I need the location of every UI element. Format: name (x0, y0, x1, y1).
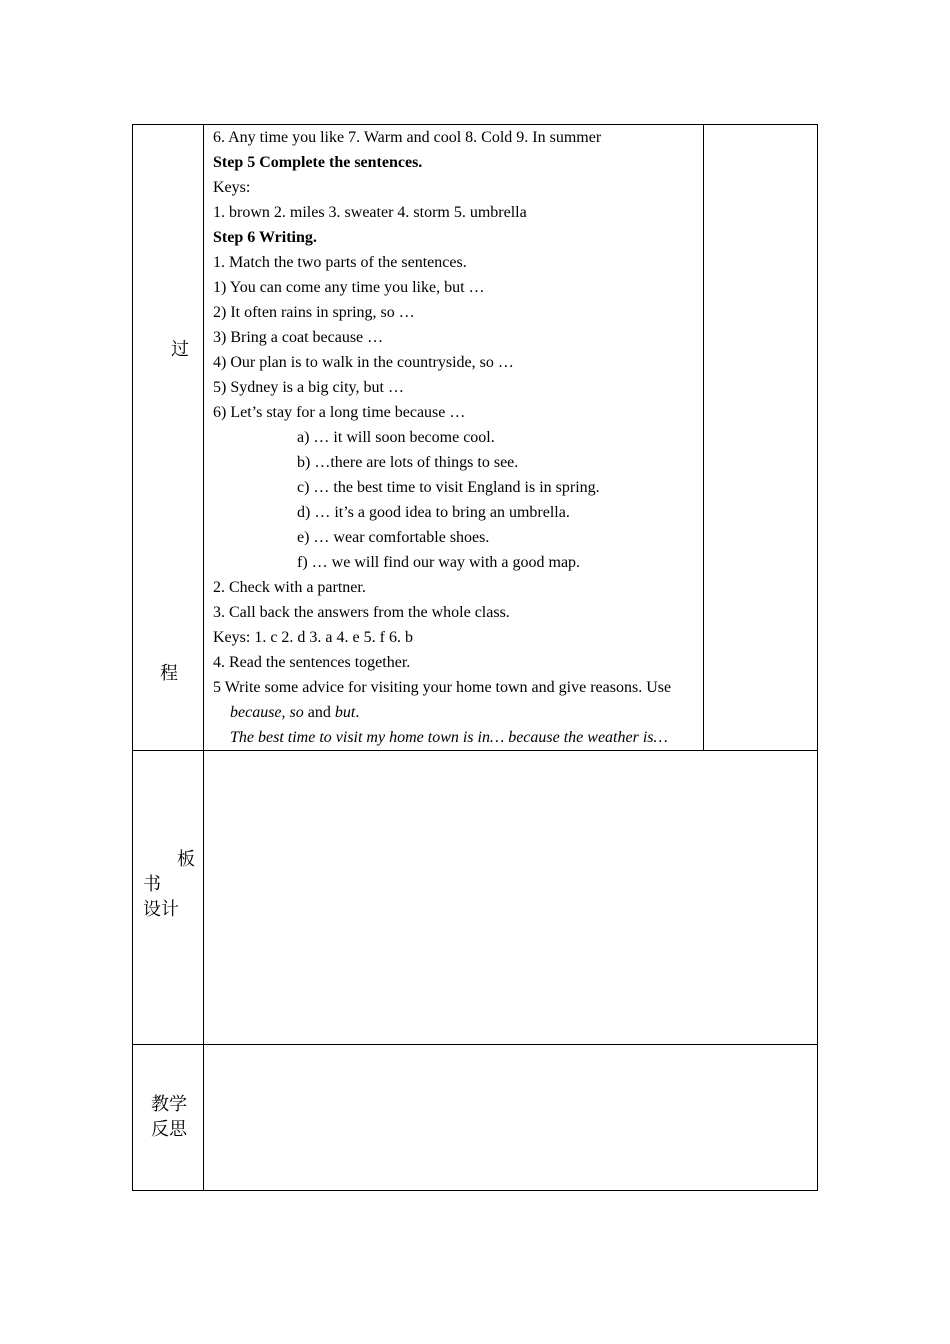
task-1: 1. Match the two parts of the sentences. (213, 254, 467, 271)
sentence-item: 1) You can come any time you like, but … (213, 279, 485, 296)
task-4: 4. Read the sentences together. (213, 654, 411, 671)
process-content-cell (204, 125, 704, 751)
step6-keys: Keys: 1. c 2. d 3. a 4. e 5. f 6. b (213, 629, 413, 646)
sentence-item: 3) Bring a coat because … (213, 329, 384, 346)
board-label-char-1: 板 (177, 849, 195, 870)
process-content (204, 125, 703, 750)
sentence-item: 6) Let’s stay for a long time because … (213, 404, 466, 421)
board-design-content-cell (204, 751, 818, 1045)
sentence-item: 5) Sydney is a big city, but … (213, 379, 404, 396)
step5-title: Step 5 Complete the sentences. (213, 154, 423, 171)
process-label-char-2: 程 (160, 663, 178, 684)
word-period: . (355, 704, 360, 721)
board-label-char-3: 设计 (143, 899, 179, 920)
option-item: f) … we will find our way with a good map. (297, 554, 581, 571)
task-5: 5 Write some advice for visiting your home town and give reasons. Use (213, 679, 672, 696)
word-so: so (289, 704, 304, 721)
reflection-row (133, 1045, 818, 1191)
previous-answers: 6. Any time you like 7. Warm and cool 8. Cold 9. In summer (213, 129, 602, 146)
option-item: a) … it will soon become cool. (297, 429, 495, 446)
sentence-item: 4) Our plan is to walk in the countryside, so … (213, 354, 514, 371)
option-item: e) … wear comfortable shoes. (297, 529, 490, 546)
process-label-cell (133, 125, 204, 751)
reflection-content-cell (204, 1045, 818, 1191)
word-separator: , (281, 704, 290, 721)
notes-cell (704, 125, 818, 751)
reflection-label-line-2: 反思 (151, 1119, 187, 1140)
sentence-item: 2) It often rains in spring, so … (213, 304, 415, 321)
reflection-label-cell (133, 1045, 204, 1191)
step6-title: Step 6 Writing. (213, 229, 317, 246)
reflection-label-line-1: 教学 (151, 1094, 187, 1115)
board-label-char-2: 书 (143, 874, 161, 895)
option-item: d) … it’s a good idea to bring an umbrella. (297, 504, 570, 521)
option-item: b) …there are lots of things to see. (297, 454, 519, 471)
board-design-label-cell (133, 751, 204, 1045)
keys-label: Keys: (213, 179, 251, 196)
process-label-char-1: 过 (171, 339, 189, 360)
task-5-words (213, 700, 703, 725)
lesson-plan-table (132, 124, 818, 1191)
step5-keys: 1. brown 2. miles 3. sweater 4. storm 5. umbrella (213, 204, 527, 221)
task-2: 2. Check with a partner. (213, 579, 366, 596)
task-3: 3. Call back the answers from the whole class. (213, 604, 510, 621)
process-row (133, 125, 818, 751)
option-item: c) … the best time to visit England is in spring. (297, 479, 600, 496)
word-because: because (230, 704, 282, 721)
board-design-row (133, 751, 818, 1045)
word-and: and (303, 704, 335, 721)
task-5-example: The best time to visit my home town is in… because the weather is… (230, 729, 668, 746)
word-but: but (334, 704, 356, 721)
